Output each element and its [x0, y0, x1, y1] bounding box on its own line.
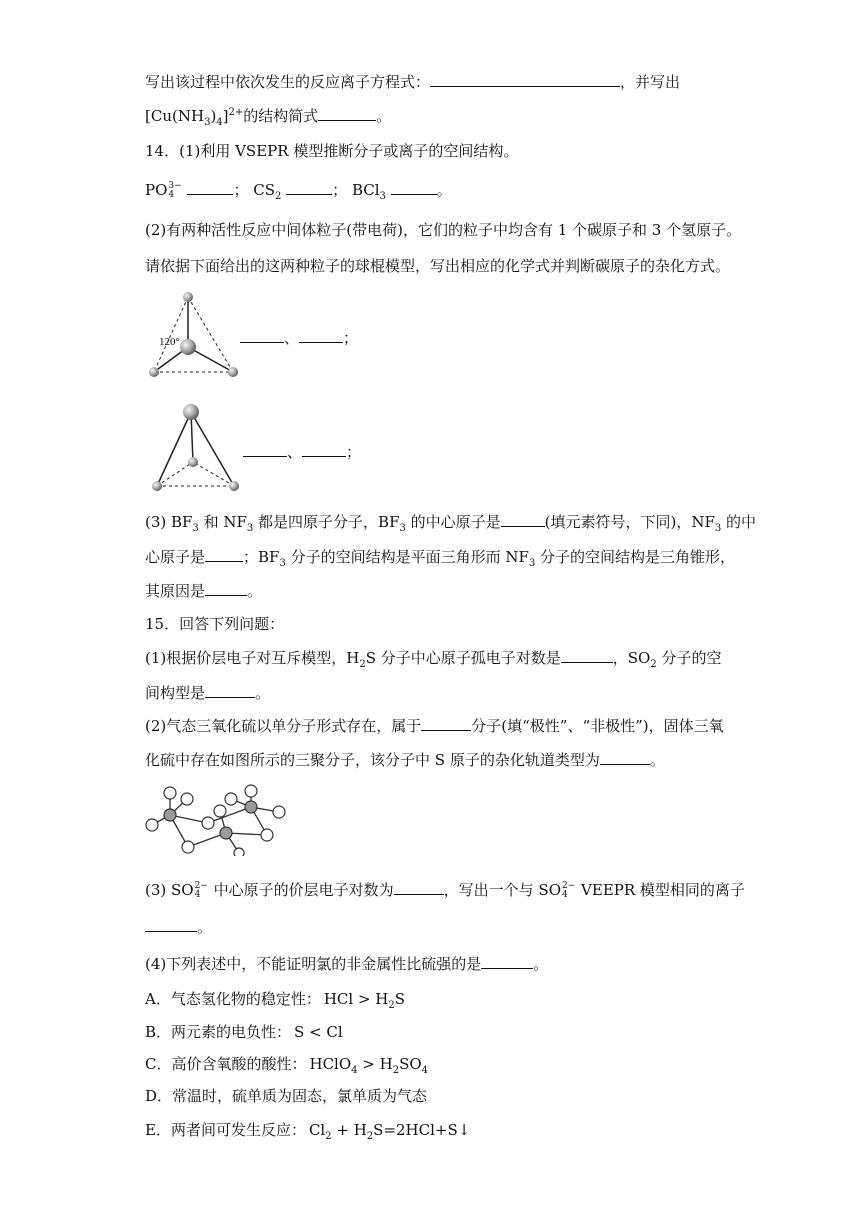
option-a[interactable]	[145, 989, 408, 1009]
formula-text: [Cu(NH	[145, 107, 205, 125]
superscript: 2−	[194, 881, 208, 891]
bond	[191, 412, 234, 486]
text: ，SO	[612, 649, 651, 667]
text: ；	[346, 443, 362, 461]
option-expression: S < Cl	[294, 1023, 343, 1041]
text: SO	[399, 1055, 422, 1073]
question-15-part3-line-1	[145, 880, 745, 900]
text: (填元素符号，下同)，NF	[544, 513, 715, 531]
question-14-part2-line-2: 请依据下面给出的这两种粒子的球棍模型，写出相应的化学式并判断碳原子的杂化方式。	[145, 257, 731, 275]
subscript: 4	[216, 117, 223, 128]
answer-blank[interactable]	[205, 683, 255, 698]
superscript: 2+	[228, 107, 244, 118]
subscript: 2	[366, 1131, 374, 1142]
hydrogen-atom	[152, 481, 162, 491]
subscript: 4	[351, 1065, 358, 1076]
oxygen-atom	[225, 793, 237, 805]
text: 心原子是	[145, 548, 206, 566]
hydrogen-atom	[183, 292, 193, 302]
text: (3) SO	[145, 881, 194, 899]
answer-blank[interactable]	[391, 180, 437, 195]
question-14-part3-line-3	[145, 581, 262, 601]
text: HCl > H	[323, 990, 389, 1008]
figure-1-answer-line	[240, 328, 358, 348]
answer-blank[interactable]	[302, 442, 346, 457]
oxygen-atom	[181, 793, 193, 805]
option-expression	[323, 990, 406, 1011]
option-label: E．两者间可发生反应：	[145, 1121, 306, 1139]
text: 间构型是	[145, 684, 206, 702]
answer-blank[interactable]	[600, 750, 650, 765]
text: 分子的空间结构是三角锥形，	[535, 548, 736, 566]
text: 化硫中存在如图所示的三聚分子，该分子中 S 原子的杂化轨道类型为	[145, 751, 600, 769]
question-15-part1-line-1	[145, 648, 722, 668]
oxygen-atom	[234, 848, 244, 856]
question-15-part2-line-2	[145, 750, 665, 770]
question-14-part3-line-1	[145, 512, 756, 532]
subscript: 3	[399, 523, 406, 534]
subscript: 3	[279, 558, 286, 569]
subscript: 2	[650, 659, 657, 670]
text: 写出该过程中依次发生的反应离子方程式：	[145, 73, 431, 91]
answer-blank[interactable]	[240, 328, 284, 343]
sulfur-atom	[220, 827, 232, 839]
text: VEEPR 模型相同的离子	[576, 881, 745, 899]
text: ；	[343, 329, 359, 347]
question-15-part2-line-1	[145, 716, 724, 736]
text: ；	[332, 181, 348, 199]
text: 其原因是	[145, 582, 206, 600]
text: 和 NF	[198, 513, 247, 531]
question-15-part4	[145, 954, 548, 974]
option-label: D．常温时，硫单质为固态，氯单质为气态	[145, 1087, 428, 1105]
pyramidal-model-svg	[143, 400, 248, 496]
option-expression	[308, 1121, 471, 1142]
charge-stack	[195, 882, 208, 900]
text: 。	[197, 918, 213, 936]
option-label: B．两元素的电负性：	[145, 1023, 292, 1041]
formula-text: )	[210, 107, 217, 125]
text: ；	[233, 181, 249, 199]
subscript: 4	[562, 890, 568, 900]
figure-2-answer-line	[243, 442, 361, 462]
subscript: 2	[388, 1000, 395, 1011]
option-expression	[309, 1055, 429, 1076]
precipitate-arrow: ↓	[457, 1121, 471, 1139]
hydrogen-atom	[228, 367, 238, 377]
text: 。	[533, 955, 549, 973]
superscript: 3−	[168, 181, 182, 191]
formula-text: ]	[222, 107, 229, 125]
answer-blank[interactable]	[286, 180, 332, 195]
answer-blank[interactable]	[205, 581, 247, 596]
so3-trimer-diagram	[140, 784, 290, 856]
carbon-atom	[180, 339, 196, 355]
answer-blank[interactable]	[318, 106, 376, 121]
answer-blank[interactable]	[299, 328, 343, 343]
continued-question-line-2	[145, 106, 391, 126]
text: ，并写出	[620, 73, 681, 91]
answer-blank[interactable]	[481, 954, 533, 969]
text: > H	[357, 1055, 393, 1073]
trimer-svg	[140, 784, 290, 856]
answer-blank[interactable]	[561, 648, 613, 663]
subscript: 2	[359, 659, 366, 670]
question-14-species-line	[145, 180, 452, 200]
text: (2)气态三氧化硫以单分子形式存在，属于	[145, 717, 422, 735]
option-label: A．气态氢化物的稳定性：	[145, 990, 321, 1008]
formula-text: PO	[145, 181, 168, 199]
text: (1)根据价层电子对互斥模型，H	[145, 649, 360, 667]
oxygen-atom	[214, 805, 226, 817]
text: Cl	[308, 1121, 326, 1139]
text: HClO	[309, 1055, 352, 1073]
sulfur-atom	[164, 809, 176, 821]
text: S 分子中心原子孤电子对数是	[365, 649, 561, 667]
text: (3) BF	[145, 513, 193, 531]
oxygen-atom	[164, 787, 176, 799]
question-14-part2-line-1: (2)有两种活性反应中间体粒子(带电荷)，它们的粒子中均含有 1 个碳原子和 3 个氢原子。	[145, 221, 742, 239]
charge-stack	[168, 182, 181, 200]
option-d[interactable]	[145, 1086, 427, 1106]
text: 、	[287, 443, 303, 461]
superscript: 2−	[562, 881, 576, 891]
oxygen-atom	[182, 841, 194, 853]
text: + H	[331, 1121, 367, 1139]
text: ；BF	[243, 548, 280, 566]
text: 的中心原子是	[405, 513, 501, 531]
answer-blank[interactable]	[205, 547, 243, 562]
option-c[interactable]	[145, 1054, 431, 1074]
subscript: 3	[192, 523, 199, 534]
text: 。	[649, 751, 665, 769]
answer-blank[interactable]	[145, 917, 197, 932]
subscript: 3	[204, 117, 211, 128]
oxygen-atom	[273, 806, 285, 818]
bond-angle-label: 120°	[159, 336, 180, 348]
oxygen-atom	[146, 819, 158, 831]
text: 。	[376, 107, 392, 125]
question-15-part1-line-2	[145, 683, 270, 703]
carbon-atom	[183, 404, 199, 420]
trimer-bonds	[152, 791, 279, 853]
oxygen-atom	[261, 829, 273, 841]
text: 都是四原子分子，BF	[253, 513, 400, 531]
answer-blank[interactable]	[187, 180, 233, 195]
text: S=2HCl+S	[373, 1121, 458, 1139]
text: 的结构简式	[243, 107, 319, 125]
answer-blank[interactable]	[430, 72, 620, 87]
option-b[interactable]	[145, 1022, 346, 1042]
text: 中心原子的价层电子对数为	[208, 881, 394, 899]
text: 分子(填“极性”、“非极性”)，固体三氧	[471, 717, 724, 735]
ball-stick-model-planar	[138, 290, 248, 382]
text: 分子的空	[656, 649, 722, 667]
planar-model-svg	[138, 290, 248, 382]
subscript: 3	[246, 523, 254, 534]
hydrogen-atom	[188, 457, 198, 467]
answer-blank[interactable]	[394, 880, 444, 895]
question-14-part3-line-2	[145, 547, 735, 567]
dashed-edge	[154, 297, 188, 372]
text: 。	[255, 684, 271, 702]
subscript: 3	[528, 558, 536, 569]
oxygen-atom	[245, 785, 257, 797]
question-15-title: 15．回答下列问题：	[145, 615, 285, 633]
sulfur-atom	[245, 801, 257, 813]
answer-blank[interactable]	[421, 716, 471, 731]
oxygen-atom	[202, 817, 214, 829]
subscript: 2	[325, 1131, 332, 1142]
hydrogen-atom	[149, 367, 159, 377]
answer-blank[interactable]	[243, 442, 287, 457]
subscript: 4	[194, 890, 201, 900]
subscript: 2	[275, 191, 282, 202]
hydrogen-atom	[229, 481, 239, 491]
text: 分子的空间结构是平面三角形而 NF	[285, 548, 529, 566]
subscript: 4	[168, 190, 175, 200]
option-e[interactable]	[145, 1120, 473, 1140]
text: (4)下列表述中，不能证明氯的非金属性比硫强的是	[145, 955, 482, 973]
text: ，写出一个与 SO	[443, 881, 561, 899]
subscript: 3	[714, 523, 722, 534]
question-14-title: 14．(1)利用 VSEPR 模型推断分子或离子的空间结构。	[145, 142, 519, 160]
text: 、	[284, 329, 300, 347]
option-label: C．高价含氧酸的酸性：	[145, 1055, 307, 1073]
subscript: 3	[379, 191, 386, 202]
answer-blank[interactable]	[501, 512, 545, 527]
text: S	[394, 990, 406, 1008]
subscript: 2	[392, 1065, 400, 1076]
formula-text: BCl	[351, 181, 380, 199]
charge-stack	[562, 882, 575, 900]
question-15-part3-line-2	[145, 917, 212, 937]
continued-question-line-1	[145, 72, 680, 92]
text: 。	[436, 181, 452, 199]
text: 的中	[721, 513, 757, 531]
text: 。	[247, 582, 263, 600]
subscript: 4	[421, 1065, 429, 1076]
dashed-edge	[188, 297, 233, 372]
formula-text: CS	[253, 181, 276, 199]
ball-stick-model-pyramidal	[143, 400, 248, 496]
